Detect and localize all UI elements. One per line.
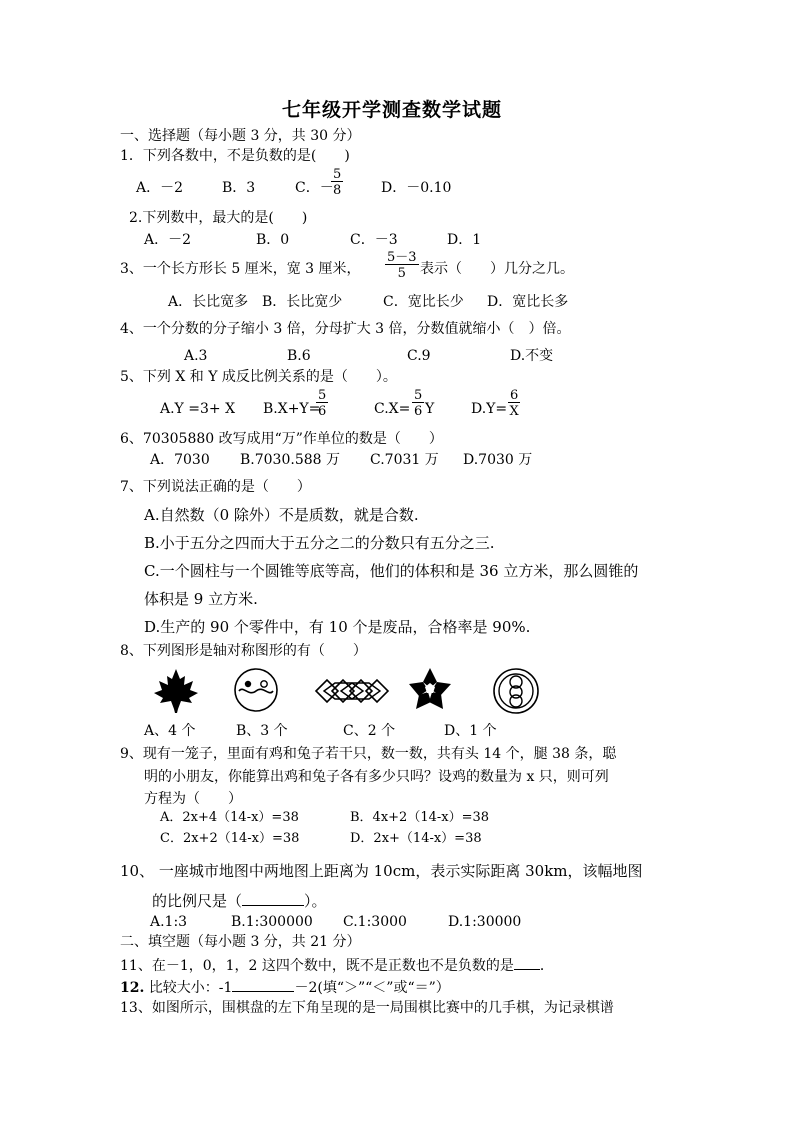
answer-blank[interactable]: [232, 979, 294, 992]
q11-stem-pre: 11、在－1，0，1，2 这四个数中，既不是正数也不是负数的是: [120, 958, 514, 974]
fraction-numerator: 5: [333, 167, 342, 182]
q2-option-a: A．－2: [144, 232, 192, 248]
q3-fraction: [385, 251, 419, 280]
fraction-denominator: 6: [318, 404, 327, 419]
q9-line3: 方程为（ ）: [144, 791, 242, 807]
yin-yang-figure: [233, 667, 279, 713]
q11-stem: [120, 957, 554, 973]
q7-option-a: A.自然数（0 除外）不是质数，就是合数.: [144, 506, 419, 524]
q1-option-c: C．－: [295, 180, 334, 196]
page-title: 七年级开学测查数学试题: [282, 99, 503, 121]
q8-option-a: A、4 个: [144, 723, 196, 739]
q6-option-d: D.7030 万: [463, 452, 533, 468]
q10-option-b: B.1:300000: [231, 914, 313, 930]
q8-option-c: C、2 个: [343, 723, 396, 739]
q8-option-b: B、3 个: [236, 723, 288, 739]
answer-blank[interactable]: [514, 957, 540, 970]
q1-option-c-fraction: [331, 168, 343, 197]
q8-option-d: D、1 个: [444, 723, 497, 739]
section-1-heading: 一、选择题（每小题 3 分，共 30 分）: [120, 128, 361, 144]
q10-option-d: D.1:30000: [448, 914, 522, 930]
fraction-numerator: 5－3: [387, 250, 417, 265]
q9-line1: 9、现有一笼子，里面有鸡和兔子若干只，数一数，共有头 14 个，腿 38 条，聪: [120, 746, 617, 762]
q5-option-b: B.X+Y=: [263, 401, 321, 417]
q10-option-c: C.1:3000: [343, 914, 407, 930]
q1-stem: 1．下列各数中，不是负数的是( ): [120, 148, 350, 164]
q4-option-b: B.6: [287, 348, 311, 364]
q4-option-a: A.3: [184, 348, 208, 364]
q9-line2: 明的小朋友，你能算出鸡和兔子各有多少只吗？设鸡的数量为 x 只，则可列: [144, 769, 609, 785]
q12-post: －2(填“＞”“＜”或“＝”）: [294, 980, 450, 996]
q7-stem: 7、下列说法正确的是（ ）: [120, 479, 311, 495]
nested-circles-figure: [492, 667, 540, 715]
q4-stem: 4、一个分数的分子缩小 3 倍，分母扩大 3 倍，分数值就缩小（ ）倍。: [120, 321, 571, 337]
q5-option-c-suffix: Y: [425, 401, 435, 417]
q7-option-c-line2: 体积是 9 立方米.: [144, 590, 258, 608]
q10-line2-post: ）。: [304, 892, 327, 910]
q10-line2: [152, 893, 327, 909]
q3-option-b: B．长比宽少: [262, 294, 343, 310]
q6-option-c: C.7031 万: [370, 452, 439, 468]
q1-option-a: A．－2: [136, 180, 184, 196]
knot-pattern-figure: [313, 673, 391, 709]
q3-option-a: A．长比宽多: [168, 294, 249, 310]
fraction-denominator: 8: [333, 183, 342, 198]
q3-stem-pre: 3、一个长方形长 5 厘米，宽 3 厘米，: [120, 261, 361, 277]
q5-option-c: C.X=: [374, 401, 411, 417]
q3-option-d: D．宽比长多: [487, 294, 569, 310]
fraction-numerator: 5: [318, 388, 327, 403]
q1-option-b: B．3: [222, 180, 256, 196]
q5-option-d-fraction: [508, 389, 520, 418]
q4-option-d: D.不变: [510, 348, 554, 364]
q2-option-b: B．0: [256, 232, 290, 248]
q5-option-b-fraction: [316, 389, 328, 418]
q7-option-d: D.生产的 90 个零件中，有 10 个是废品，合格率是 90%.: [144, 618, 531, 636]
q13-line1: 13、如图所示，围棋盘的左下角呈现的是一局围棋比赛中的几手棋，为记录棋谱: [120, 1000, 614, 1016]
q5-option-d: D.Y=: [471, 401, 508, 417]
q9-option-a: A．2x+4（14-x）=38: [160, 810, 299, 825]
q3-stem-post: 表示（ ）几分之几。: [420, 261, 574, 277]
q3-option-c: C．宽比长少: [383, 294, 464, 310]
q12-pre: 比较大小：-1: [148, 980, 233, 996]
q8-stem: 8、下列图形是轴对称图形的有（ ）: [120, 643, 367, 659]
q10-line1: 10、 一座城市地图中两地图上距离为 10cm，表示实际距离 30km，该幅地图: [120, 862, 643, 880]
q7-option-c-line1: C.一个圆柱与一个圆锥等底等高，他们的体积和是 36 立方米，那么圆锥的: [144, 562, 639, 580]
fraction-denominator: X: [509, 404, 519, 419]
q6-option-b: B.7030.588 万: [240, 452, 340, 468]
pinwheel-star-figure: [407, 666, 453, 712]
q4-option-c: C.9: [407, 348, 431, 364]
q6-stem: 6、70305880 改写成用“万”作单位的数是（ ）: [120, 431, 443, 447]
q7-option-b: B.小于五分之四而大于五分之二的分数只有五分之三.: [144, 534, 495, 552]
q9-option-b: B．4x+2（14-x）=38: [350, 810, 490, 825]
section-2-heading: 二、填空题（每小题 3 分，共 21 分）: [120, 934, 361, 950]
answer-blank[interactable]: [242, 893, 304, 906]
q1-option-d: D．－0.10: [381, 180, 452, 196]
q5-option-a: A.Y =3+ X: [160, 401, 236, 417]
q9-option-c: C．2x+2（14-x）=38: [160, 831, 300, 846]
q5-option-c-fraction: [412, 389, 424, 418]
fraction-numerator: 5: [414, 388, 423, 403]
q2-option-d: D．1: [447, 232, 482, 248]
maple-leaf-figure: [152, 667, 200, 715]
q2-option-c: C．－3: [350, 232, 398, 248]
q9-option-d: D．2x+（14-x）=38: [350, 831, 482, 846]
q12-number: 12.: [120, 980, 145, 996]
q5-stem: 5、下列 X 和 Y 成反比例关系的是（ ）。: [120, 369, 397, 385]
q12-stem: [120, 979, 450, 995]
fraction-denominator: 5: [397, 266, 406, 281]
fraction-numerator: 6: [510, 388, 519, 403]
q10-option-a: A.1:3: [150, 914, 188, 930]
q2-stem: 2.下列数中，最大的是( ): [129, 210, 308, 226]
q11-stem-post: ．: [539, 958, 554, 974]
q10-line2-pre: 的比例尺是（: [152, 892, 243, 910]
fraction-denominator: 6: [414, 404, 423, 419]
q6-option-a: A．7030: [150, 452, 210, 468]
